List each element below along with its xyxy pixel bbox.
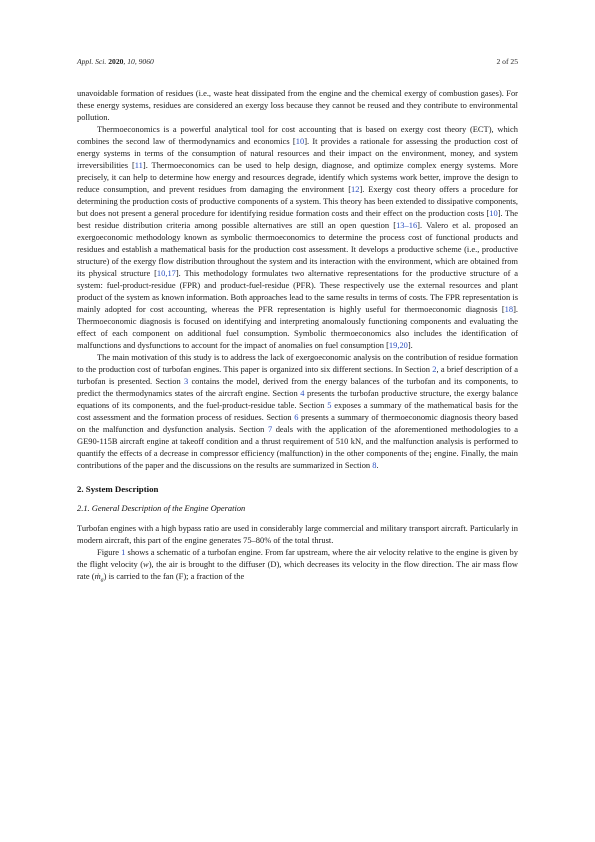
subsection-heading: 2.1. General Description of the Engine Operation: [77, 503, 246, 514]
text-run: ]. This methodology formulates two alternative representations for the productive structure of a system: fuel-product-residue (FPR) and product-fuel-residue (PFR). These respectively use the external resources and plant product of the system as known information. Both approaches lead to the same results in terms of costs. The FPR representation is mainly adopted for cost accounting, whereas the PFR representation is highly useful for thermoeconomic diagnosis [: [77, 267, 518, 314]
reference-link[interactable]: 7: [267, 423, 273, 434]
text-run: ṁ: [94, 571, 101, 582]
text-run: unavoidable formation of residues (i.e., waste heat dissipated from the engine and the chemical exergy of combustion gases). For these energy systems, residues are considered an exergy loss because they cannot be reused and they contribute to environmental pollution.: [77, 88, 518, 122]
paragraph: [77, 547, 518, 588]
text-run: ), the air is brought to the diffuser (D), which decreases its velocity in the flow direction. The air mass flow rate (: [77, 559, 518, 582]
text-run: , a brief description of a turbofan is presented. Section: [77, 363, 518, 386]
text-run: deals with the application of the aforementioned methodologies to a GE90-115B aircraft engine at takeoff condition and a thrust requirement of 510 kN, and the malfunction analysis is performed to quantify the effects of a decrease in compressor efficiency (malfunction) in the other components of the¡ engine. Finally, the main contributions of the paper and the discussions on the results are summarized in Section: [77, 423, 519, 470]
paragraph: [77, 124, 518, 352]
paragraph: [77, 523, 518, 547]
reference-link[interactable]: 3: [183, 375, 189, 386]
text-run: ]. Valero et al. proposed an exergoeconomic methodology known as symbolic thermoeconomics to determine the process cost of functional products and residues and establish a mathematical basis for the production cost assessment. It develops a productive scheme (i.e., productive structure) of the exergy flow distribution throughout the system and its interaction with the environment, which are obtained from its physical structure [: [77, 219, 518, 278]
journal-volume: , 10, 9060: [123, 57, 154, 66]
reference-link[interactable]: 19,20: [388, 339, 408, 350]
page-number: 2 of 25: [496, 57, 518, 66]
text-run: Turbofan engines with a high bypass ratio are used in considerably large commercial and military transport aircraft. Particularly in modern aircraft, this part of the engine generates 75–80% of the total thrust.: [77, 523, 518, 546]
reference-link[interactable]: 12: [351, 183, 360, 194]
text-run: a: [100, 578, 104, 585]
reference-link[interactable]: 10: [489, 207, 498, 218]
text-run: Thermoeconomics is a powerful analytical tool for cost accounting that is based on exergy cost theory (ECT), which combines the second law of thermodynamics and economics [: [77, 123, 518, 146]
text-run: ]. Exergy cost theory offers a procedure for determining the production costs of productive components of a system. This theory has been extended to dissipative components, but does not present a general procedure for identifying residue formation costs and their effect on the production costs [: [77, 183, 518, 218]
reference-link[interactable]: 10,17: [156, 267, 176, 278]
section-heading: 2. System Description: [77, 483, 159, 494]
text-run: ]. The best residue distribution criteria among possible alternatives are still an open question [: [77, 207, 518, 230]
text-run: exposes a summary of the mathematical basis for the cost assessment and the formation process of residues. Section: [77, 399, 518, 422]
reference-link[interactable]: 13–16: [396, 219, 418, 230]
paper-body: [77, 88, 518, 588]
reference-link[interactable]: 8: [372, 459, 377, 470]
reference-link[interactable]: 1: [121, 547, 126, 558]
introduction-text: [77, 88, 518, 472]
text-run: w: [143, 559, 149, 570]
section-2-text: [77, 523, 518, 588]
paragraph: [77, 352, 518, 472]
text-run: contains the model, derived from the energy balances of the turbofan and its components, to predict the thermodynamics states of the aircraft engine. Section: [77, 375, 518, 398]
text-run: presents the turbofan productive structure, the exergy balance equations of its components, and the fuel-product-residue table. Section: [77, 387, 519, 410]
journal-year: 2020: [108, 57, 124, 66]
text-run: presents a summary of thermoeconomic diagnosis theory based on the malfunction and dysfunction analysis. Section: [77, 411, 518, 434]
text-run: The main motivation of this study is to address the lack of exergoeconomic analysis on the contribution of residue formation to the production cost of turbofan engines. This paper is organized into six different sections. In Section: [77, 351, 518, 374]
journal-name: Appl. Sci.: [77, 57, 107, 66]
reference-link[interactable]: 18: [504, 303, 514, 314]
reference-link[interactable]: 6: [294, 411, 299, 422]
journal-citation: [77, 57, 154, 66]
paragraph: [77, 88, 518, 124]
reference-link[interactable]: 2: [432, 363, 437, 374]
reference-link[interactable]: 11: [134, 159, 143, 170]
text-run: shows a schematic of a turbofan engine. From far upstream, where the air velocity relative to the engine is given by the flight velocity (: [77, 547, 518, 570]
text-run: ]. Thermoeconomics can be used to help design, diagnose, and optimize complex energy systems. More precisely, it can help to determine how energy and resources degrade, identify which systems work better, improve the design to reduce consumption, and prevent residues from damaging the environment [: [77, 159, 518, 194]
text-run: ]. It provides a rationale for assessing the production cost of energy systems in terms of the consumption of natural resources and their impact on the environment, money, and system irreversibilities [: [77, 135, 518, 170]
text-run: ]. Thermoeconomic diagnosis is focused on identifying and interpreting anomalously functioning components and evaluating the effect of each component on additional fuel consumption. Symbolic thermoeconomics also includes the identification of malfunctions and dysfunctions to account for the impact of anomalies on fuel consumption [: [77, 303, 518, 350]
reference-link[interactable]: 10: [295, 135, 305, 146]
text-run: ].: [407, 339, 413, 350]
text-run: ) is carried to the fan (F); a fraction of the: [103, 571, 245, 582]
text-run: Figure: [97, 547, 122, 558]
reference-link[interactable]: 4: [300, 387, 305, 398]
text-run: .: [376, 459, 379, 470]
reference-link[interactable]: 5: [327, 399, 332, 410]
